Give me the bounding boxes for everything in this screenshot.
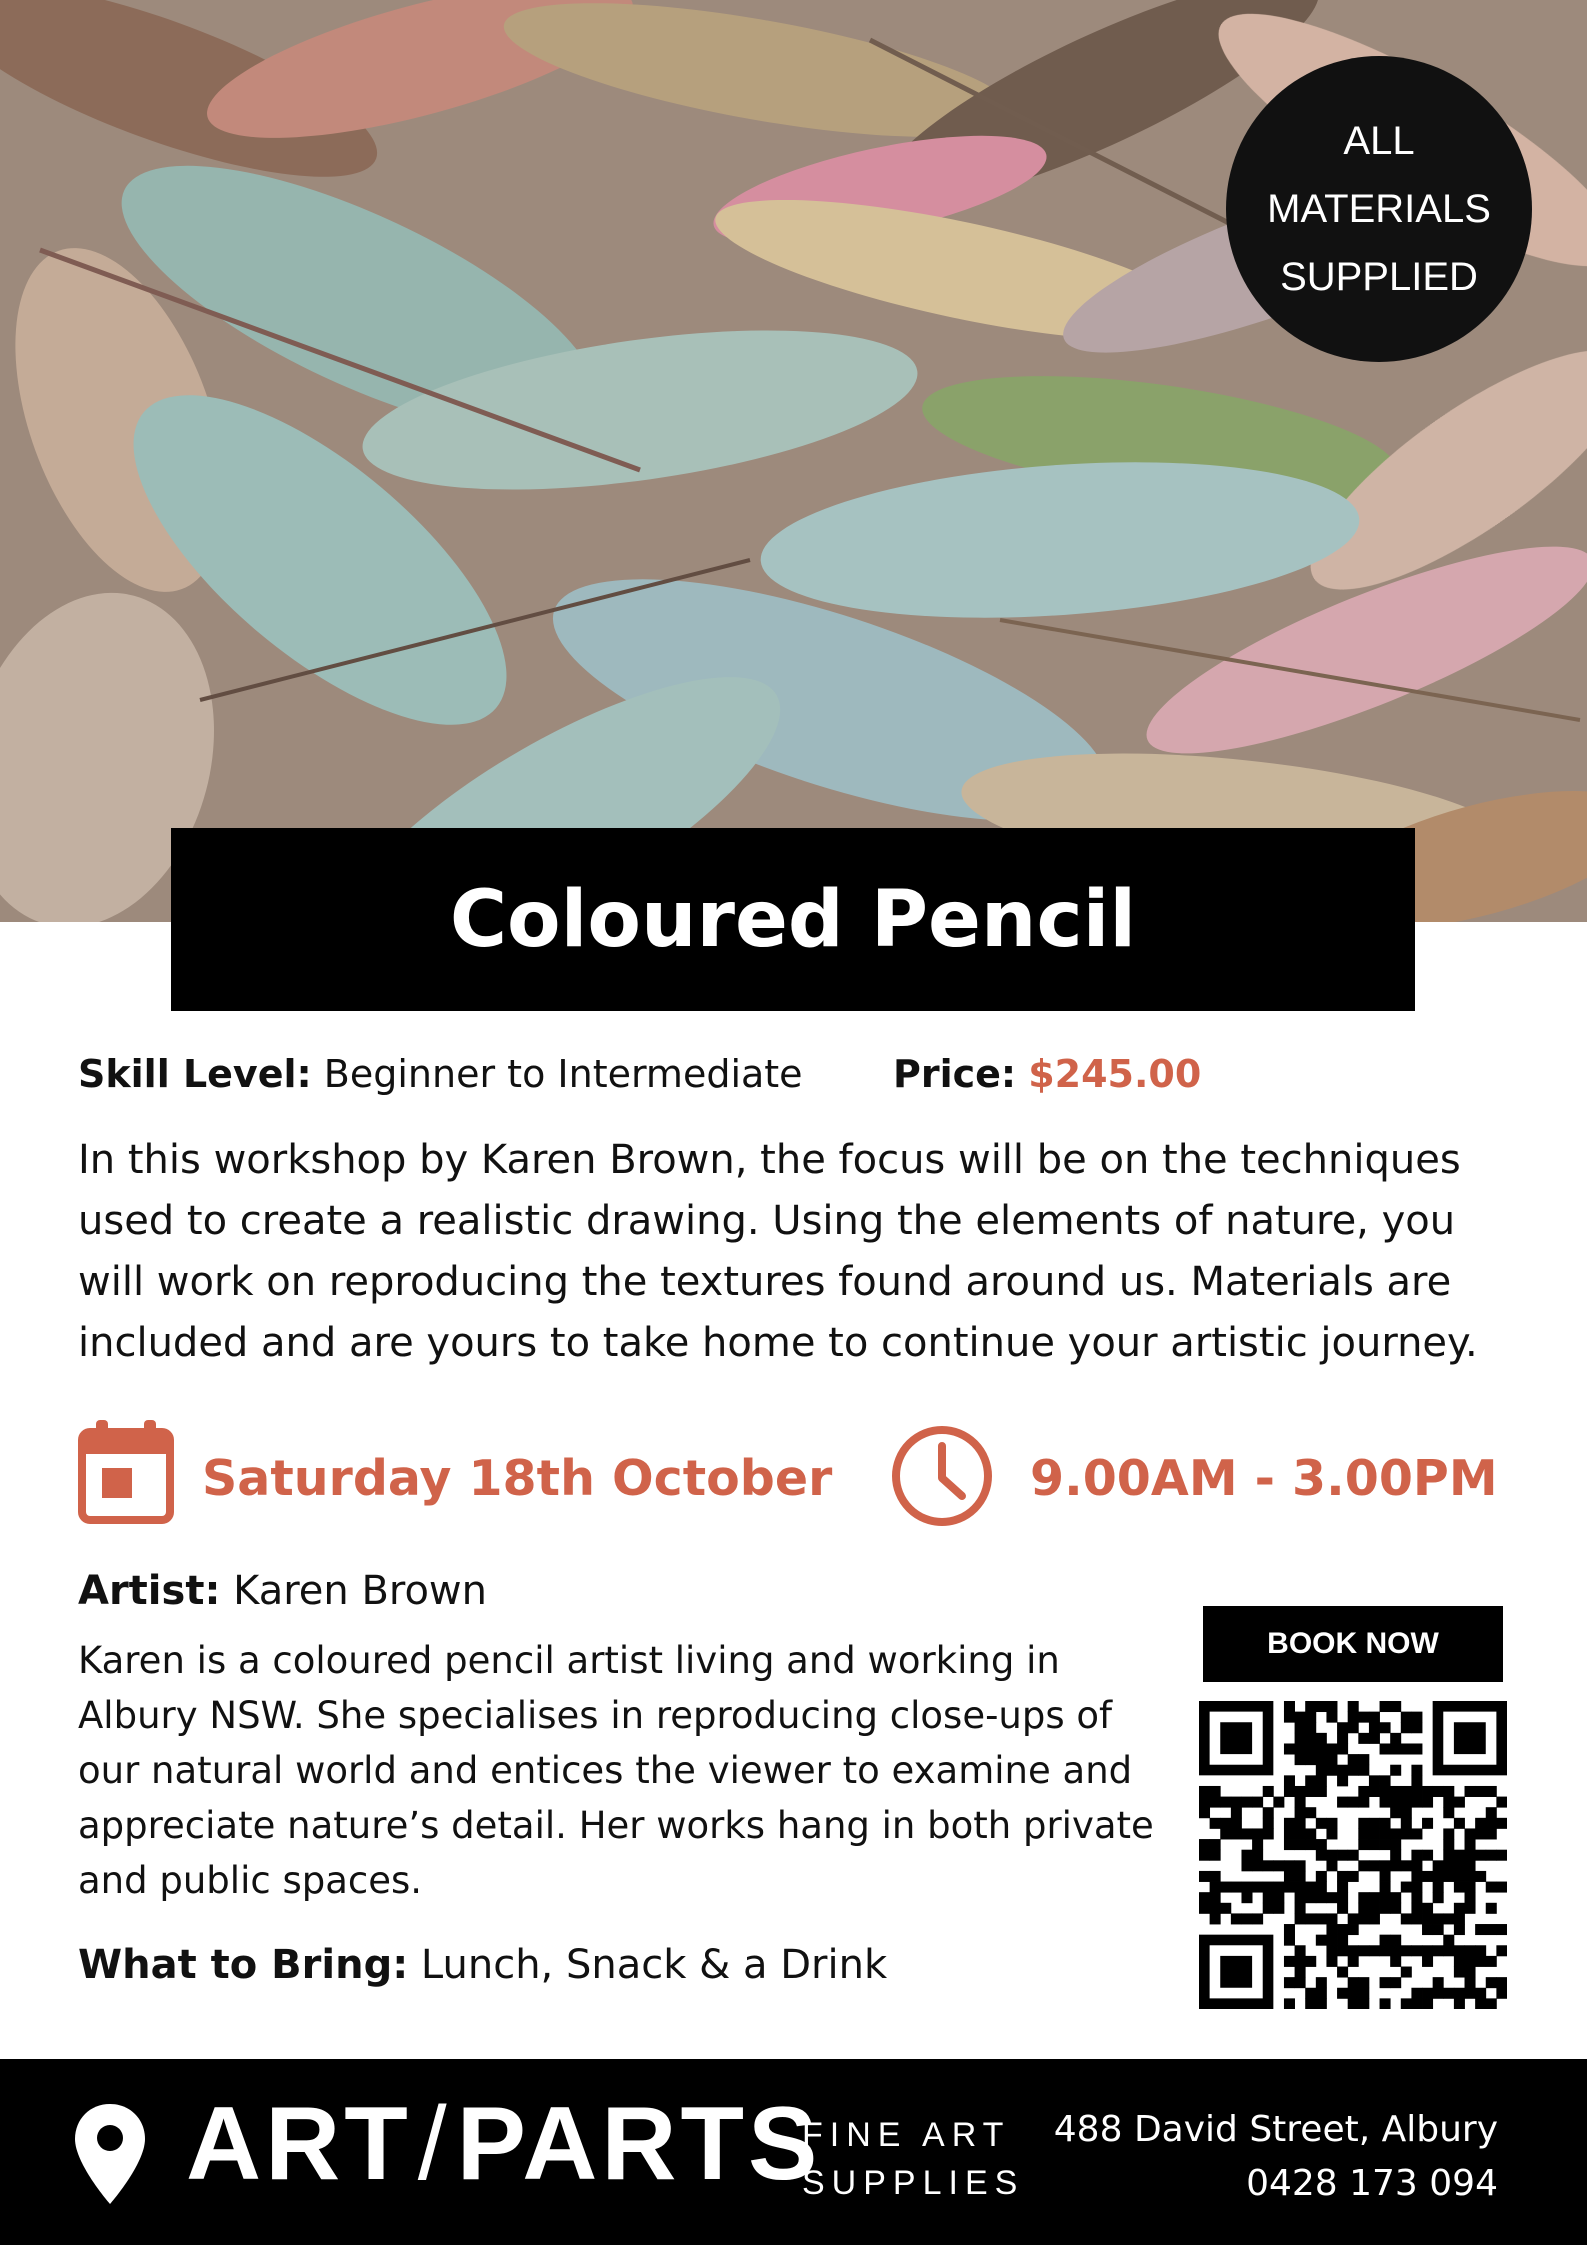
store-contact <box>1054 2103 1498 2211</box>
artist-name: Karen Brown <box>233 1568 487 1614</box>
book-now-button[interactable]: BOOK NOW <box>1203 1606 1503 1682</box>
artist-line <box>78 1568 487 1614</box>
workshop-date: Saturday 18th October <box>202 1450 833 1507</box>
location-pin-icon <box>75 2104 145 2208</box>
bring-label: What to Bring: <box>78 1942 409 1988</box>
logo-parts: PARTS <box>456 2086 822 2202</box>
booking-qr-code[interactable] <box>1199 1701 1507 2013</box>
workshop-description: In this workshop by Karen Brown, the focus will be on the techniques used to create a realistic drawing. Using the elements of nature, you will work on reproducing the textures found around us. Materials are included and are yours to take home to continue your artistic journey. <box>78 1137 1478 1366</box>
skill-value: Beginner to Intermediate <box>323 1052 803 1096</box>
price-label: Price: <box>893 1052 1017 1096</box>
artist-label: Artist: <box>78 1568 221 1614</box>
what-to-bring <box>78 1942 887 1988</box>
footer <box>0 2059 1587 2245</box>
artist-bio: Karen is a coloured pencil artist living and working in Albury NSW. She specialises in reproducing close-ups of our natural world and entices the viewer to examine and appreciate nature’s detail. Her works hang in both private and public spaces. <box>78 1639 1154 1902</box>
workshop-title: Coloured Pencil <box>171 828 1415 1011</box>
tagline-line-1: FINE ART <box>802 2116 1011 2154</box>
art-parts-logo <box>186 2085 821 2204</box>
skill-label: Skill Level: <box>78 1052 312 1096</box>
price <box>893 1052 1201 1096</box>
badge-line-1: ALL <box>1343 119 1415 163</box>
store-address: 488 David Street, Albury <box>1053 2109 1498 2150</box>
store-phone: 0428 173 094 <box>1246 2163 1498 2204</box>
skill-level <box>78 1052 803 1096</box>
logo-tagline <box>802 2111 1024 2207</box>
badge-line-2: MATERIALS <box>1267 187 1491 231</box>
workshop-time: 9.00AM - 3.00PM <box>1030 1450 1498 1507</box>
tagline-line-2: SUPPLIES <box>802 2164 1025 2202</box>
logo-art: ART <box>186 2086 412 2202</box>
clock-icon <box>890 1424 994 1532</box>
price-value: $245.00 <box>1028 1052 1202 1096</box>
logo-slash: / <box>417 2086 451 2202</box>
badge-line-3: SUPPLIED <box>1280 255 1478 299</box>
bring-value: Lunch, Snack & a Drink <box>420 1942 888 1988</box>
calendar-icon <box>78 1420 174 1528</box>
materials-supplied-badge <box>1226 56 1532 362</box>
